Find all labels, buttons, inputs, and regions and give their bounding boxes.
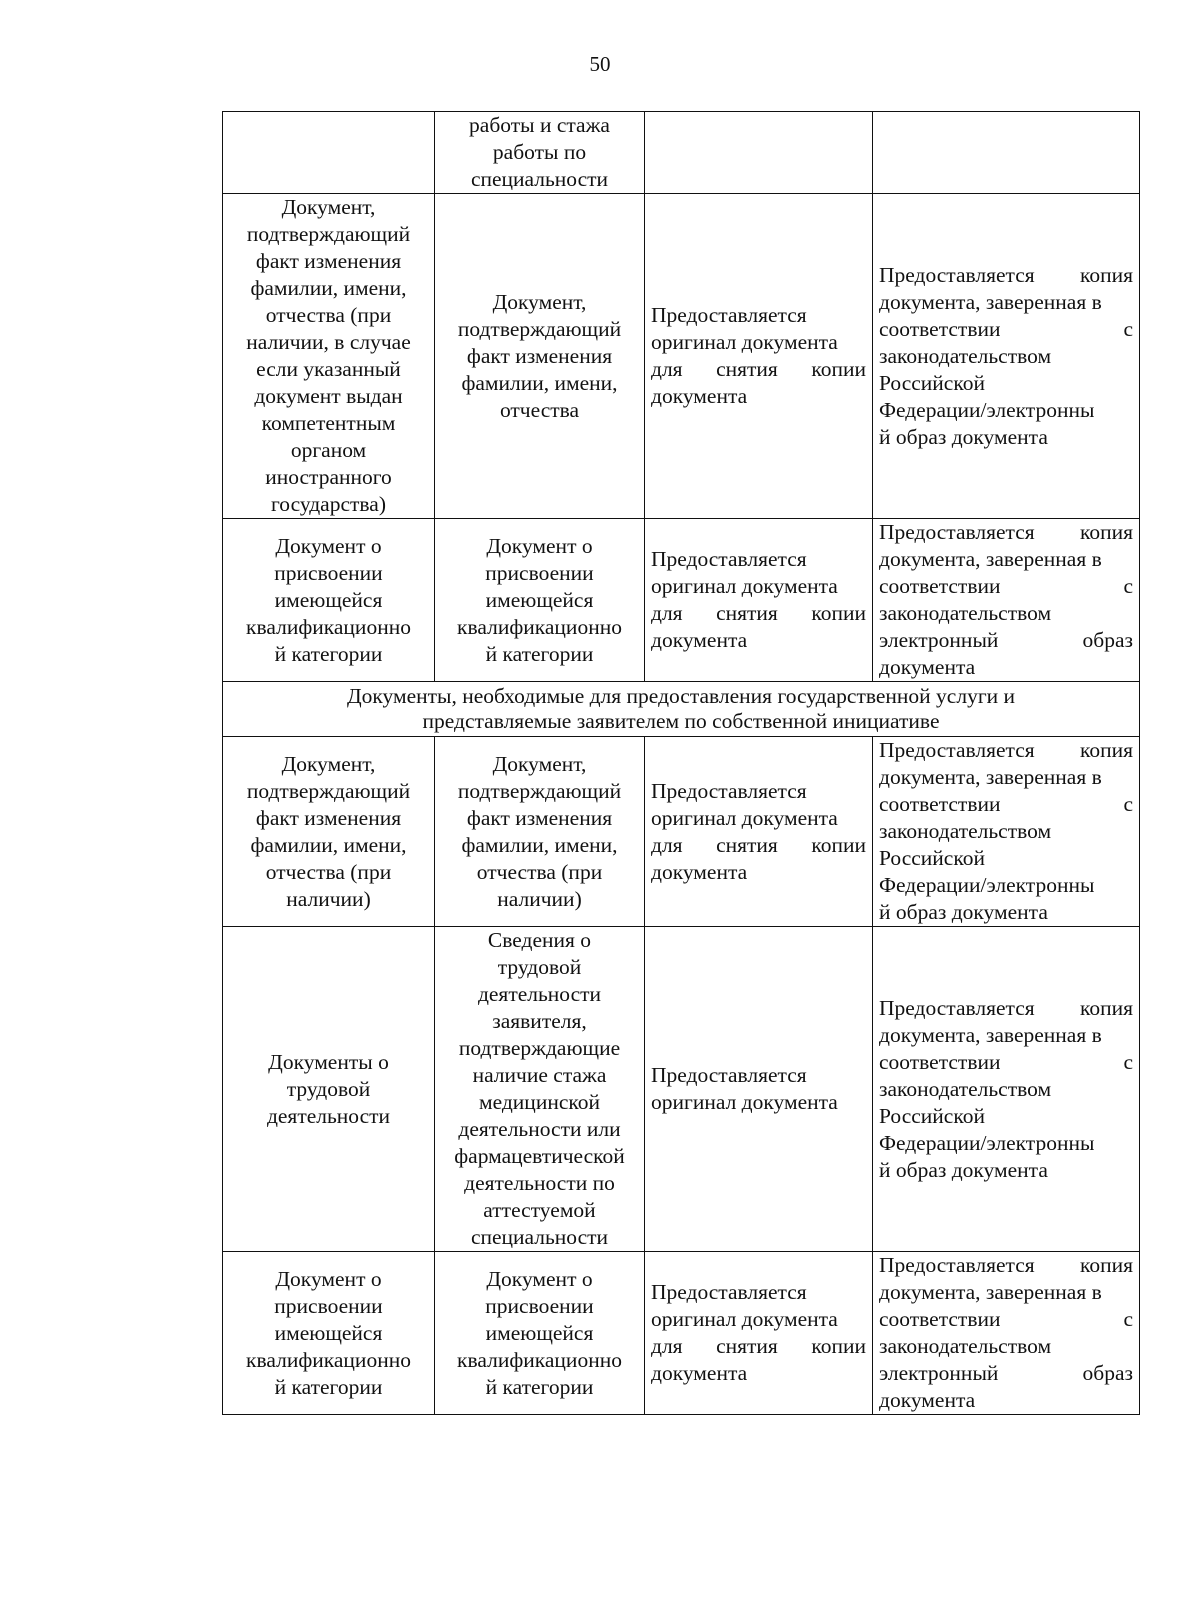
cell-text-line: специальности <box>470 167 609 191</box>
document-description-cell <box>435 927 645 1252</box>
cell-text-line: Сведения о <box>487 928 592 952</box>
cell-text-line: для снятия копии <box>651 357 866 381</box>
cell-text-line: факт изменения <box>466 343 613 368</box>
cell-text-line: подтверждающий <box>246 222 411 246</box>
cell-text-line: Предоставляется <box>651 547 807 571</box>
cell-text-line: Предоставляется копия <box>879 738 1133 762</box>
cell-text-line: специальности <box>470 1225 609 1249</box>
cell-text-line: документа, заверенная в <box>879 765 1102 789</box>
cell-text-line: отчества <box>499 397 580 422</box>
cell-text-line: имеющейся <box>485 1320 594 1345</box>
cell-text-line: квалификационно <box>457 1347 622 1372</box>
cell-text-line: соответствии с <box>879 574 1133 598</box>
cell-text-line: Документ, <box>492 751 587 776</box>
document-description-cell <box>435 194 645 519</box>
table-row <box>223 519 1140 682</box>
copy-requirement-cell <box>873 519 1140 682</box>
cell-text-line: факт изменения <box>255 249 402 273</box>
cell-text-line: Документ о <box>275 1266 382 1291</box>
cell-text-line: документ выдан <box>254 384 403 408</box>
submission-form-cell <box>645 927 873 1252</box>
cell-text-line: оригинал документа <box>651 330 838 354</box>
cell-text-line: соответствии с <box>879 792 1133 816</box>
cell-text-line: присвоении <box>485 560 594 585</box>
cell-text-line: фамилии, имени, <box>250 276 407 300</box>
cell-text-line: соответствии с <box>879 1307 1133 1331</box>
cell-text-line: присвоении <box>274 1293 383 1318</box>
cell-text-line: Документ о <box>486 533 593 558</box>
cell-text-line: отчества (при <box>476 859 603 884</box>
cell-text-line: если указанный <box>256 357 401 381</box>
cell-text-line: подтверждающий <box>246 778 411 803</box>
cell-text-line: фамилии, имени, <box>250 832 407 857</box>
cell-text-line: работы и стажа <box>469 113 610 137</box>
cell-text-line: Документ о <box>486 1266 593 1291</box>
section-header-row <box>223 682 1140 737</box>
cell-text-line: присвоении <box>485 1293 594 1318</box>
section-header-cell <box>223 682 1140 737</box>
cell-text-line: представляемые заявителем по собственной инициативе <box>422 709 940 733</box>
cell-text-line: й категории <box>485 641 594 666</box>
cell-text-line: документа, заверенная в <box>879 289 1102 314</box>
document-name-cell <box>223 737 435 927</box>
cell-text-line: фамилии, имени, <box>461 832 618 857</box>
cell-text-line: наличии) <box>497 886 582 911</box>
cell-text-line: й категории <box>274 1374 383 1399</box>
cell-text-line: оригинал документа <box>651 805 838 830</box>
cell-text-line: Документ, <box>281 751 376 776</box>
cell-text-line: Предоставляется копия <box>879 1253 1133 1277</box>
cell-text-line: фармацевтической <box>454 1144 625 1168</box>
copy-requirement-cell <box>873 1252 1140 1415</box>
cell-text-line: имеющейся <box>274 1320 383 1345</box>
cell-text-line: й образ документа <box>879 900 1048 924</box>
table-row <box>223 194 1140 519</box>
cell-text-line: документа <box>651 384 748 408</box>
cell-text-line: оригинал документа <box>651 1307 838 1331</box>
cell-text-line: отчества (при <box>265 859 392 884</box>
cell-text-line: деятельности <box>477 982 602 1006</box>
cell-text-line: наличии) <box>286 886 371 911</box>
cell-text-line: факт изменения <box>255 805 402 830</box>
cell-text-line: аттестуемой <box>483 1198 596 1222</box>
cell-text-line: имеющейся <box>274 587 383 612</box>
cell-text-line: факт изменения <box>466 805 613 830</box>
cell-text-line: документа, заверенная в <box>879 1022 1102 1047</box>
cell-text-line: Предоставляется <box>651 1280 807 1304</box>
page-number: 50 <box>589 52 611 76</box>
cell-text-line: документа <box>879 1388 976 1412</box>
cell-text-line: документа <box>651 859 748 884</box>
cell-text-line: соответствии с <box>879 316 1133 341</box>
cell-text-line: документа <box>651 628 748 652</box>
cell-text-line: соответствии с <box>879 1049 1133 1074</box>
copy-requirement-cell <box>873 194 1140 519</box>
document-description-cell <box>435 1252 645 1415</box>
cell-text-line: квалификационно <box>246 1347 411 1372</box>
submission-form-cell <box>645 194 873 519</box>
cell-text-line: имеющейся <box>485 587 594 612</box>
cell-text-line: подтверждающие <box>458 1036 621 1060</box>
cell-text-line: Федерации/электронны <box>879 1130 1095 1155</box>
cell-text-line: Предоставляется копия <box>879 995 1133 1020</box>
document-description-cell <box>435 112 645 194</box>
cell-text-line: трудовой <box>286 1076 371 1101</box>
cell-text-line: документа <box>879 655 976 679</box>
cell-text-line: деятельности или <box>458 1117 621 1141</box>
document-description-cell <box>435 519 645 682</box>
cell-text-line: Документы, необходимые для предоставления государственной услуги и <box>346 684 1016 708</box>
cell-text-line: й образ документа <box>879 424 1048 449</box>
cell-text-line: документа <box>651 1361 748 1385</box>
document-name-cell <box>223 194 435 519</box>
cell-text-line: Предоставляется копия <box>879 262 1133 287</box>
cell-text-line: работы по <box>492 140 587 164</box>
submission-form-cell <box>645 737 873 927</box>
cell-text-line: для снятия копии <box>651 1334 866 1358</box>
cell-text-line: для снятия копии <box>651 832 866 857</box>
cell-text-line: Предоставляется <box>651 1063 807 1087</box>
cell-text-line: фамилии, имени, <box>461 370 618 395</box>
cell-text-line: документа, заверенная в <box>879 547 1102 571</box>
submission-form-cell <box>645 519 873 682</box>
cell-text-line: законодательством <box>879 343 1052 368</box>
table-row <box>223 112 1140 194</box>
cell-text-line: квалификационно <box>246 614 411 639</box>
cell-text-line: Документ о <box>275 533 382 558</box>
cell-text-line: электронный образ <box>879 628 1133 652</box>
cell-text-line: подтверждающий <box>457 778 622 803</box>
cell-text-line: й образ документа <box>879 1157 1048 1182</box>
cell-text-line: Российской <box>879 1103 985 1128</box>
table-row <box>223 737 1140 927</box>
cell-text-line: законодательством <box>879 601 1052 625</box>
cell-text-line: иностранного <box>265 465 392 489</box>
submission-form-cell <box>645 112 873 194</box>
cell-text-line: Документ, <box>281 195 376 219</box>
cell-text-line: документа, заверенная в <box>879 1280 1102 1304</box>
cell-text-line: квалификационно <box>457 614 622 639</box>
cell-text-line: государства) <box>271 492 386 516</box>
cell-text-line: оригинал документа <box>651 574 838 598</box>
submission-form-cell <box>645 1252 873 1415</box>
cell-text-line: Предоставляется <box>651 303 807 327</box>
cell-text-line: Предоставляется копия <box>879 520 1133 544</box>
table-row <box>223 1252 1140 1415</box>
cell-text-line: оригинал документа <box>651 1090 838 1114</box>
cell-text-line: законодательством <box>879 819 1052 843</box>
document-name-cell <box>223 519 435 682</box>
cell-text-line: деятельности <box>266 1103 391 1128</box>
document-name-cell <box>223 1252 435 1415</box>
copy-requirement-cell <box>873 737 1140 927</box>
cell-text-line: деятельности по <box>464 1171 615 1195</box>
copy-requirement-cell <box>873 112 1140 194</box>
cell-text-line: законодательством <box>879 1334 1052 1358</box>
cell-text-line: наличие стажа <box>472 1063 607 1087</box>
document-name-cell <box>223 927 435 1252</box>
cell-text-line: й категории <box>274 641 383 666</box>
cell-text-line: для снятия копии <box>651 601 866 625</box>
cell-text-line: наличии, в случае <box>246 330 411 354</box>
cell-text-line: подтверждающий <box>457 316 622 341</box>
cell-text-line: отчества (при <box>265 303 392 327</box>
cell-text-line: Федерации/электронны <box>879 873 1095 897</box>
cell-text-line: Российской <box>879 370 985 395</box>
cell-text-line: Документ, <box>492 289 587 314</box>
document-name-cell <box>223 112 435 194</box>
cell-text-line: присвоении <box>274 560 383 585</box>
cell-text-line: медицинской <box>479 1090 600 1114</box>
cell-text-line: Документы о <box>268 1049 389 1074</box>
cell-text-line: органом <box>290 438 367 462</box>
cell-text-line: электронный образ <box>879 1361 1133 1385</box>
cell-text-line: Предоставляется <box>651 778 807 803</box>
cell-text-line: й категории <box>485 1374 594 1399</box>
cell-text-line: Российской <box>879 846 985 870</box>
cell-text-line: законодательством <box>879 1076 1052 1101</box>
document-description-cell <box>435 737 645 927</box>
cell-text-line: компетентным <box>261 411 396 435</box>
cell-text-line: Федерации/электронны <box>879 397 1095 422</box>
cell-text-line: заявителя, <box>492 1009 587 1033</box>
cell-text-line: трудовой <box>497 955 582 979</box>
documents-table <box>222 111 1140 1415</box>
table-row <box>223 927 1140 1252</box>
copy-requirement-cell <box>873 927 1140 1252</box>
